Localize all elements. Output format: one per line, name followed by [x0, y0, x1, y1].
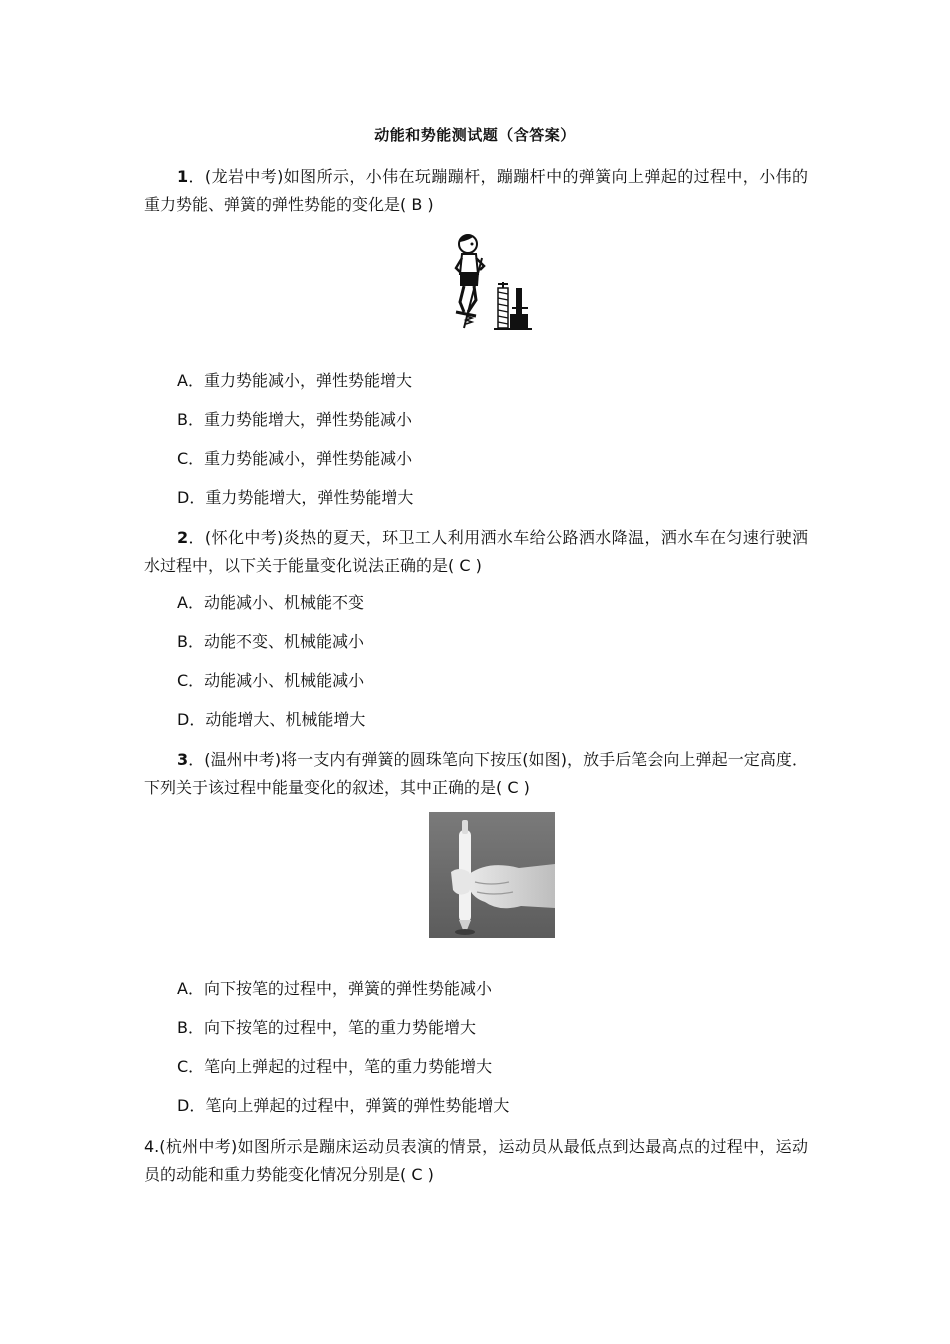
question-2 — [144, 524, 808, 580]
question-3-option-b: B．向下按笔的过程中，笔的重力势能增大 — [177, 1018, 476, 1037]
pen-press-photo — [429, 812, 555, 938]
pogo-stick-boy-figure — [446, 228, 538, 332]
question-1-option-a: A．重力势能减小，弹性势能增大 — [177, 371, 412, 390]
question-1 — [144, 163, 808, 219]
question-2-number: 2 — [177, 528, 189, 547]
question-1-option-b: B．重力势能增大，弹性势能减小 — [177, 410, 412, 429]
question-3 — [144, 746, 808, 802]
question-1-text: ．(龙岩中考)如图所示，小伟在玩蹦蹦杆，蹦蹦杆中的弹簧向上弹起的过程中，小伟的重力势能、弹簧的弹性势能的变化是( B ) — [144, 167, 808, 214]
question-3-option-a: A．向下按笔的过程中，弹簧的弹性势能减小 — [177, 979, 492, 998]
question-2-text: ．(怀化中考)炎热的夏天，环卫工人利用洒水车给公路洒水降温，洒水车在匀速行驶洒水过程中，以下关于能量变化说法正确的是( C ) — [144, 528, 808, 575]
question-2-option-a: A．动能减小、机械能不变 — [177, 593, 364, 612]
question-2-option-d: D．动能增大、机械能增大 — [177, 710, 366, 729]
question-2-option-b: B．动能不变、机械能减小 — [177, 632, 364, 651]
question-3-number: 3 — [177, 750, 189, 769]
question-1-option-d: D．重力势能增大，弹性势能增大 — [177, 488, 414, 507]
question-3-option-d: D．笔向上弹起的过程中，弹簧的弹性势能增大 — [177, 1096, 510, 1115]
question-2-option-c: C．动能减小、机械能减小 — [177, 671, 365, 690]
document-title: 动能和势能测试题（含答案） — [374, 126, 576, 144]
question-3-text: ．(温州中考)将一支内有弹簧的圆珠笔向下按压(如图)，放手后笔会向上弹起一定高度．下列关于该过程中能量变化的叙述，其中正确的是( C ) — [144, 750, 808, 797]
question-3-option-c: C．笔向上弹起的过程中，笔的重力势能增大 — [177, 1057, 493, 1076]
question-1-number: 1 — [177, 167, 189, 186]
question-4: 4.(杭州中考)如图所示是蹦床运动员表演的情景，运动员从最低点到达最高点的过程中，运动员的动能和重力势能变化情况分别是( C ) — [144, 1137, 808, 1184]
question-1-option-c: C．重力势能减小，弹性势能减小 — [177, 449, 413, 468]
